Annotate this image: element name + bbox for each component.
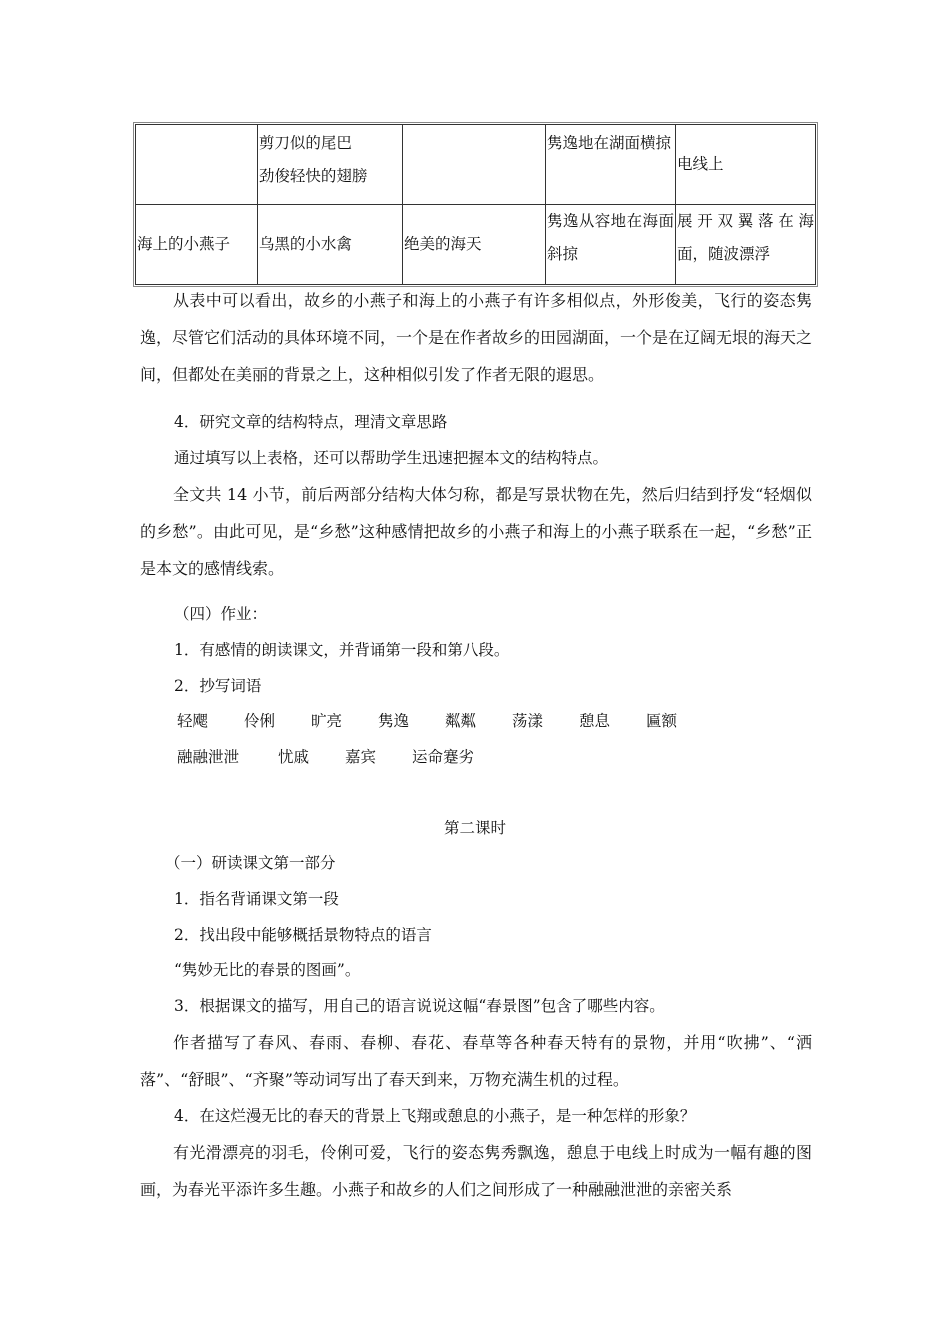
table-cell: 隽逸地在湖面横掠	[546, 125, 676, 205]
paragraph-structure-analysis: 全文共 14 小节，前后两部分结构大体匀称，都是写景状物在先，然后归结到抒发“轻烟似的乡愁”。由此可见，是“乡愁”这种感情把故乡的小燕子和海上的小燕子联系在一起，“乡愁”正是本文的感情线索。	[140, 485, 812, 578]
lesson-two-quote: “隽妙无比的春景的图画”。	[174, 961, 361, 979]
table-cell: 绝美的海天	[402, 205, 545, 285]
table-cell: 海上的小燕子	[136, 205, 258, 285]
table-cell: 电线上	[675, 125, 815, 205]
vocab-word: 伶俐	[244, 712, 276, 730]
table-cell: 剪刀似的尾巴 劲俊轻快的翅膀	[257, 125, 402, 205]
section-structure-heading: 4．研究文章的结构特点，理清文章思路	[174, 413, 448, 431]
homework-item-1: 1．有感情的朗读课文，并背诵第一段和第八段。	[174, 641, 510, 659]
table-cell	[136, 125, 258, 205]
vocab-word: 轻飔	[177, 712, 209, 730]
homework-heading: （四）作业：	[174, 605, 268, 623]
table-cell: 乌黑的小水禽	[257, 205, 402, 285]
vocab-word: 荡漾	[512, 712, 544, 730]
vocab-word: 憩息	[579, 712, 611, 730]
lesson-two-step-3: 3．根据课文的描写，用自己的语言说说这幅“春景图”包含了哪些内容。	[174, 997, 665, 1015]
vocab-word: 隽逸	[378, 712, 410, 730]
table-cell	[402, 125, 545, 205]
paragraph-structure-intro: 通过填写以上表格，还可以帮助学生迅速把握本文的结构特点。	[174, 449, 609, 467]
vocab-word: 粼粼	[445, 712, 477, 730]
lesson-two-title: 第二课时	[443, 819, 506, 837]
paragraph-swallow-image: 有光滑漂亮的羽毛，伶俐可爱，飞行的姿态隽秀飘逸，憩息于电线上时成为一幅有趣的图画，为春光平添许多生趣。小燕子和故乡的人们之间形成了一种融融泄泄的亲密关系	[140, 1143, 812, 1199]
table-cell: 展开双翼落在海面，随波漂浮	[675, 205, 815, 285]
lesson-two-step-2: 2．找出段中能够概括景物特点的语言	[174, 926, 432, 944]
table-row	[136, 205, 816, 285]
lesson-two-step-4: 4．在这烂漫无比的春天的背景上飞翔或憩息的小燕子，是一种怎样的形象？	[174, 1107, 696, 1125]
lesson-two-section: （一）研读课文第一部分	[165, 854, 336, 872]
comparison-table	[135, 124, 816, 285]
vocab-word: 嘉宾	[345, 748, 377, 766]
vocab-word: 匾额	[646, 712, 678, 730]
vocab-word: 旷亮	[311, 712, 343, 730]
paragraph-table-summary: 从表中可以看出，故乡的小燕子和海上的小燕子有许多相似点，外形俊美，飞行的姿态隽逸，尽管它们活动的具体环境不同，一个是在作者故乡的田园湖面，一个是在辽阔无垠的海天之间，但都处在美丽的背景之上，这种相似引发了作者无限的遐思。	[140, 291, 813, 384]
homework-item-2: 2．抄写词语	[174, 677, 262, 695]
table-row	[136, 125, 816, 205]
vocab-word: 融融泄泄	[177, 748, 240, 766]
paragraph-spring-description: 作者描写了春风、春雨、春柳、春花、春草等各种春天特有的景物，并用“吹拂”、“洒落”、“舒眼”、“齐聚”等动词写出了春天到来，万物充满生机的过程。	[140, 1033, 812, 1089]
lesson-two-step-1: 1．指名背诵课文第一段	[174, 890, 339, 908]
vocab-word: 运命蹇劣	[412, 748, 475, 766]
table-cell: 隽逸从容地在海面斜掠	[546, 205, 676, 285]
vocab-word: 忧戚	[278, 748, 310, 766]
